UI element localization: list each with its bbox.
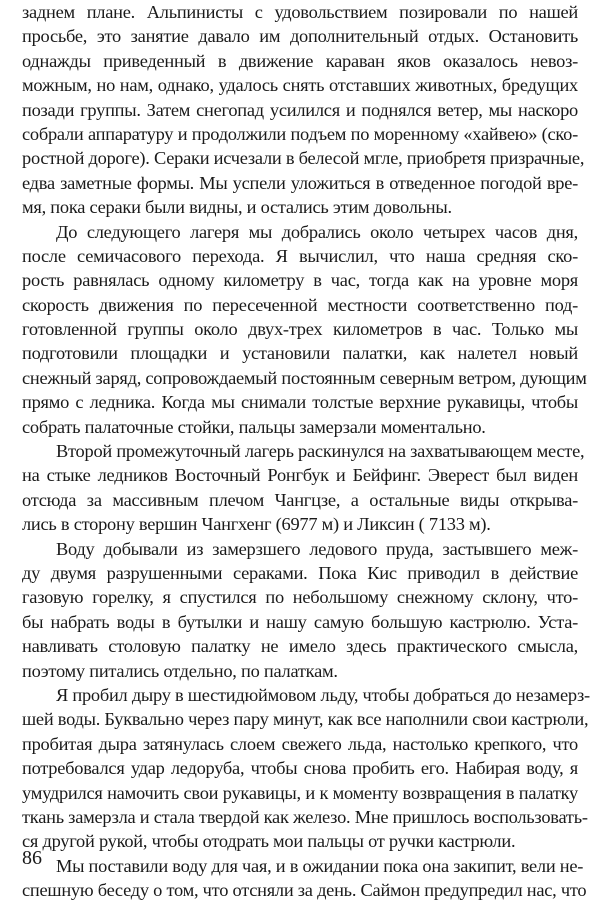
text-line: ростной дороге). Сераки исчезали в белесой мгле, приобретя призрачные, (22, 148, 585, 169)
text-line: умудрился намочить свои рукавицы, и к моменту возвращения в палатку (22, 782, 578, 803)
body-text (22, 0, 590, 902)
text-line: готовленной группы около двух-трех километров в час. Только мы (22, 319, 578, 340)
text-line: после семичасового перехода. Я вычислил, что наша средняя ско- (22, 245, 578, 266)
page-number: 86 (22, 847, 42, 869)
text-line: едва заметные формы. Мы успели уложиться в отведенное погодой вре- (22, 172, 578, 193)
text-line: собрали аппаратуру и продолжили подъем по моренному «хайвею» (ско- (22, 123, 578, 144)
text-line: шей воды. Буквально через пару минут, как все наполнили свои кастрюли, (22, 709, 589, 730)
text-line: навливать столовую палатку не имело здесь практического смысла, (22, 636, 578, 657)
text-line: мя, пока сераки были видны, и остались этим довольны. (22, 197, 452, 218)
text-line: пробитая дыра затянулась слоем свежего льда, настолько крепкого, что (22, 733, 578, 754)
text-line: собрать палаточные стойки, пальцы замерзали моментально. (22, 416, 486, 437)
text-line: на стыке ледников Восточный Ронгбук и Бейфинг. Эверест был виден (22, 465, 578, 486)
text-line: лись в сторону вершин Чангхенг (6977 м) и Ликсин ( 7133 м). (22, 514, 491, 535)
text-line: До следующего лагеря мы добрались около четырех часов дня, (56, 221, 578, 242)
text-line: снежный заряд, сопровождаемый постоянным северным ветром, дующим (22, 367, 587, 388)
text-line: ду двумя разрушенными сераками. Пока Кис приводил в действие (22, 562, 578, 583)
text-line: просьбе, это занятие давало им дополнительный отдых. Остановить (22, 26, 578, 47)
text-line: потребовался удар ледоруба, чтобы снова пробить его. Набирая воду, я (22, 758, 578, 779)
text-line: поэтому питались отдельно, по палаткам. (22, 660, 338, 681)
text-line: отсюда за массивным плечом Чангцзе, а остальные виды открыва- (22, 489, 578, 510)
text-line: Воду добывали из замерзшего ледового пруда, застывшего меж- (56, 538, 578, 559)
text-line: подготовили площадки и установили палатки, как налетел новый (22, 343, 578, 364)
text-line: ткань замерзла и стала твердой как железо. Мне пришлось воспользовать- (22, 806, 588, 827)
text-line: прямо с ледника. Когда мы снимали толстые верхние рукавицы, чтобы (22, 392, 578, 413)
text-line: рость равнялась одному километру в час, тогда как на уровне моря (22, 270, 578, 291)
text-line: заднем плане. Альпинисты с удовольствием позировали по нашей (22, 2, 578, 22)
text-line: Второй промежуточный лагерь раскинулся на захватывающем месте, (56, 441, 585, 462)
text-line: можным, но нам, однако, удалось снять отставших животных, бредущих (22, 75, 578, 96)
text-line: Мы поставили воду для чая, и в ожидании пока она закипит, вели не- (56, 855, 584, 876)
text-line: скорость движения по пересеченной местности соответственно под- (22, 294, 578, 315)
text-line: позади группы. Затем снегопад усилился и поднялся ветер, мы наскоро (22, 99, 578, 120)
text-line: спешную беседу о том, что отсняли за день. Саймон предупредил нас, что (22, 880, 587, 901)
text-line: газовую горелку, я спустился по небольшому снежному склону, что- (22, 587, 578, 608)
text-line: ся другой рукой, чтобы отодрать мои пальцы от ручки кастрюли. (22, 831, 516, 852)
text-line: Я пробил дыру в шестидюймовом льду, чтобы добраться до незамерз- (56, 684, 590, 705)
text-line: бы набрать воды в бутылки и нашу самую большую кастрюлю. Уста- (22, 611, 578, 632)
text-line: однажды приведенный в движение караван яков оказалось невоз- (22, 50, 578, 71)
